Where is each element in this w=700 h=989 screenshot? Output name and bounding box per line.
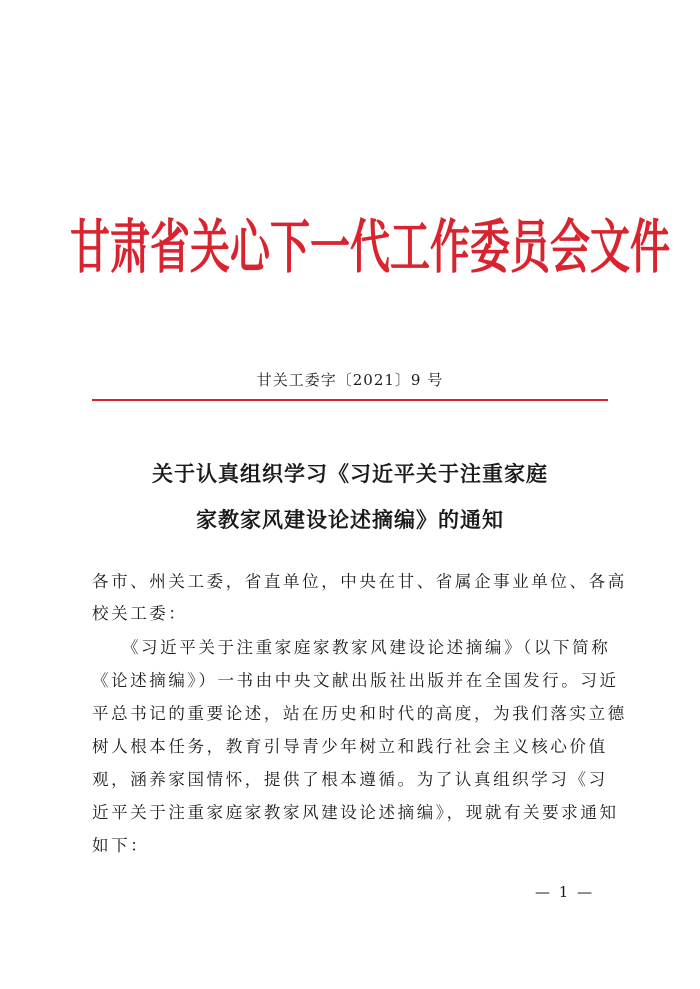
body-line-3: 《习近平关于注重家庭家教家风建设论述摘编》（以下简称	[92, 638, 611, 657]
body-line-1: 各市、州关工委，省直单位，中央在甘、省属企事业单位、各高	[92, 572, 627, 591]
body-line-7: 观，涵养家国情怀，提供了根本遵循。为了认真组织学习《习	[92, 770, 608, 789]
body-line-5: 平总书记的重要论述，站在历史和时代的高度，为我们落实立德	[92, 704, 627, 723]
document-header-title: 甘肃省关心下一代工作委员会文件	[70, 214, 670, 282]
red-divider-rule	[92, 399, 608, 401]
document-number: 甘关工委字〔2021〕9 号	[256, 371, 444, 389]
page-number: — 1 —	[535, 883, 595, 901]
body-line-9: 如下：	[92, 836, 150, 855]
body-line-4: 《论述摘编》）一书由中央文献出版社出版并在全国发行。习近	[92, 671, 619, 690]
body-line-8: 近平关于注重家庭家教家风建设论述摘编》，现就有关要求通知	[92, 803, 619, 822]
body-line-6: 树人根本任务，教育引导青少年树立和践行社会主义核心价值	[92, 737, 608, 756]
notice-title-line-2: 家教家风建设论述摘编》的通知	[196, 507, 504, 532]
notice-title-line-1: 关于认真组织学习《习近平关于注重家庭	[152, 461, 548, 486]
body-line-2: 校关工委：	[92, 604, 188, 623]
